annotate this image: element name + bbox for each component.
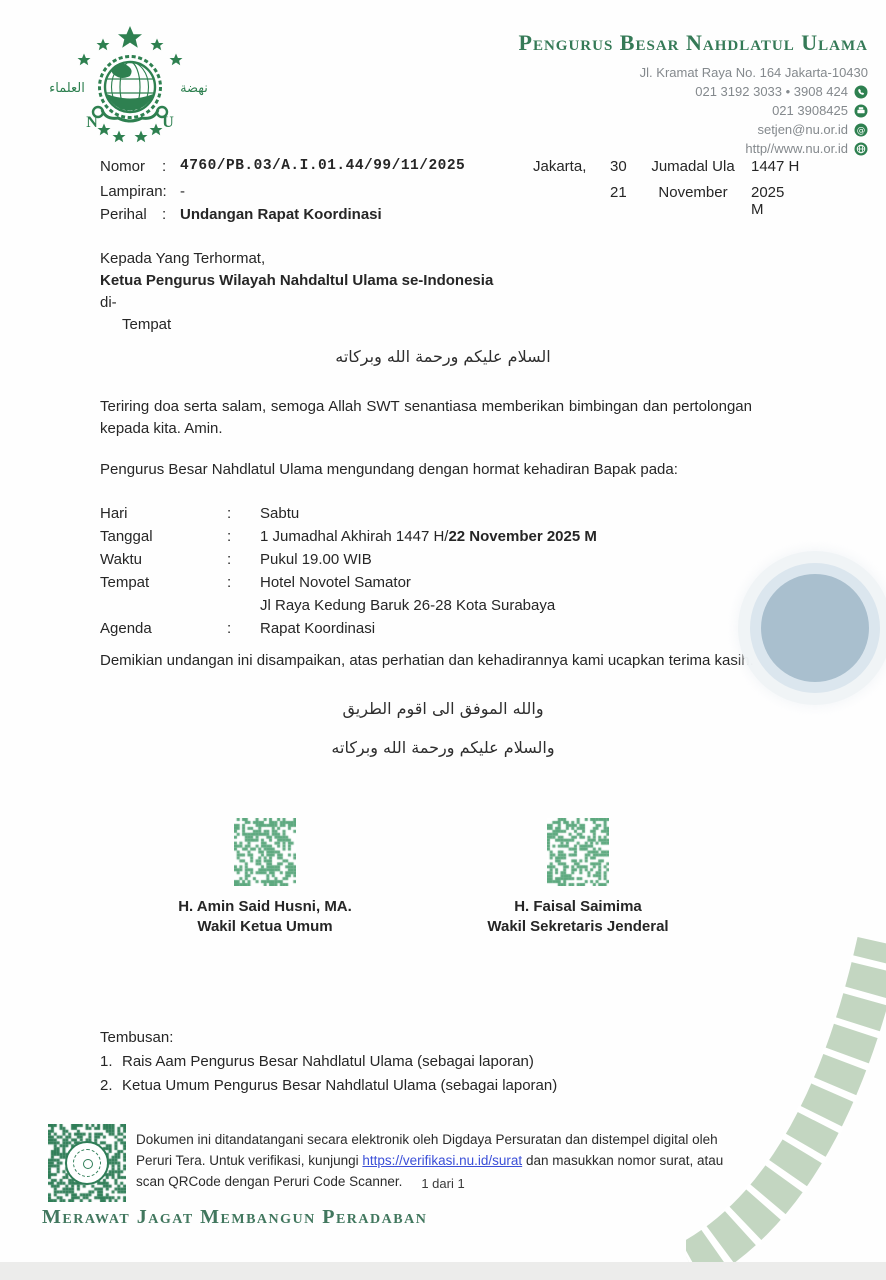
recipient-place: Tempat bbox=[122, 316, 172, 333]
hari-label: Hari bbox=[100, 505, 128, 522]
hari-colon: : bbox=[227, 505, 232, 522]
tanggal-hijri: 1 Jumadhal Akhirah 1447 H/ bbox=[260, 528, 449, 545]
tembusan-1-num: 1. bbox=[100, 1053, 113, 1070]
detail-row-hari bbox=[100, 502, 700, 525]
recipient-block bbox=[100, 248, 493, 336]
tempat-value: Hotel Novotel Samator bbox=[260, 574, 411, 591]
tempat-address: Jl Raya Kedung Baruk 26-28 Kota Surabaya bbox=[260, 597, 556, 614]
tembusan-block bbox=[100, 1026, 557, 1098]
phone-line bbox=[248, 82, 868, 101]
tanggal-label: Tanggal bbox=[100, 528, 153, 545]
nomor-label: Nomor bbox=[100, 158, 146, 175]
letter-meta bbox=[100, 156, 800, 236]
detail-row-agenda bbox=[100, 617, 700, 640]
fax-text: 021 3908425 bbox=[772, 103, 848, 118]
globe-icon bbox=[854, 142, 868, 156]
rope-watermark bbox=[686, 936, 886, 1270]
perihal-value: Undangan Rapat Koordinasi bbox=[180, 206, 382, 223]
paragraph-closing: Demikian undangan ini disampaikan, atas perhatian dan kehadirannya kami ucapkan terima kasih. bbox=[100, 652, 754, 669]
greg-day: 21 bbox=[610, 184, 627, 201]
camera-hole-sticker bbox=[761, 574, 869, 682]
tembusan-1-text: Rais Aam Pengurus Besar Nahdlatul Ulama (sebagai laporan) bbox=[122, 1053, 534, 1070]
address-text: Jl. Kramat Raya No. 164 Jakarta-10430 bbox=[639, 65, 868, 80]
perihal-label: Perihal bbox=[100, 206, 147, 223]
address-line bbox=[248, 63, 868, 82]
waktu-colon: : bbox=[227, 551, 232, 568]
tanggal-colon: : bbox=[227, 528, 232, 545]
email-line bbox=[248, 120, 868, 139]
website-text: http//www.nu.or.id bbox=[745, 141, 848, 156]
detail-row-tanggal bbox=[100, 525, 700, 548]
waktu-label: Waktu bbox=[100, 551, 142, 568]
globe-icon bbox=[93, 57, 167, 122]
paragraph-opening: Teriring doa serta salam, semoga Allah SWT senantiasa memberikan bimbingan dan pertolongan kepada kita. Amin. bbox=[100, 398, 752, 437]
signer-2-title: Wakil Sekretaris Jenderal bbox=[487, 918, 669, 935]
verify-post: dan masukkan nomor surat, atau scan QRCode dengan Peruri Code Scanner. bbox=[136, 1153, 724, 1189]
greg-year: 2025 M bbox=[751, 184, 785, 218]
motto: Merawat Jagat Membangun Peradaban bbox=[42, 1206, 428, 1228]
tembusan-2-text: Ketua Umum Pengurus Besar Nahdlatul Ulama (sebagai laporan) bbox=[122, 1077, 558, 1094]
tempat-label: Tempat bbox=[100, 574, 150, 591]
org-name: Pengurus Besar Nahdlatul Ulama bbox=[518, 30, 868, 55]
recipient-name: Ketua Pengurus Wilayah Nahdaltul Ulama se-Indonesia bbox=[100, 272, 494, 289]
recipient-salutation: Kepada Yang Terhormat, bbox=[100, 250, 266, 267]
hijri-day: 30 bbox=[610, 158, 627, 175]
greg-month: November bbox=[658, 184, 728, 201]
perihal-colon: : bbox=[162, 206, 167, 223]
svg-text:@: @ bbox=[856, 125, 866, 136]
tembusan-item-1 bbox=[100, 1050, 557, 1074]
nu-logo bbox=[40, 24, 220, 148]
fax-icon bbox=[854, 104, 868, 118]
agenda-colon: : bbox=[227, 620, 232, 637]
signer-1-name: H. Amin Said Husni, MA. bbox=[178, 898, 352, 915]
arabic-closing-2: والسلام عليكم ورحمة الله وبركاته bbox=[331, 738, 555, 757]
logo-letter-u: U bbox=[162, 114, 174, 131]
arabic-greeting: السلام عليكم ورحمة الله وبركاته bbox=[335, 347, 551, 366]
agenda-label: Agenda bbox=[100, 620, 152, 637]
verification-link[interactable]: https://verifikasi.nu.id/surat bbox=[362, 1153, 523, 1168]
signer-1-title: Wakil Ketua Umum bbox=[197, 918, 333, 935]
hari-value: Sabtu bbox=[260, 505, 300, 522]
tanggal-value bbox=[260, 525, 597, 548]
agenda-value: Rapat Koordinasi bbox=[260, 620, 376, 637]
logo-calligraphy-right: نهضة bbox=[180, 81, 208, 96]
at-icon bbox=[854, 123, 868, 137]
globe-land-shape bbox=[112, 63, 132, 78]
qr-signature-1 bbox=[234, 818, 296, 886]
lampiran-value: - bbox=[180, 183, 185, 200]
tembusan-item-2 bbox=[100, 1074, 557, 1098]
detail-row-tempat bbox=[100, 571, 700, 594]
city: Jakarta, bbox=[533, 158, 587, 175]
globe-south-shape bbox=[107, 94, 154, 110]
phone-text: 021 3192 3033 • 3908 424 bbox=[695, 84, 848, 99]
lampiran-label: Lampiran: bbox=[100, 183, 167, 200]
tembusan-label: Tembusan: bbox=[100, 1029, 174, 1046]
signature-block-2 bbox=[478, 818, 678, 935]
stamp-emblem-ring bbox=[73, 1149, 101, 1177]
tembusan-2-num: 2. bbox=[100, 1077, 113, 1094]
phone-icon bbox=[854, 85, 868, 99]
recipient-di: di- bbox=[100, 294, 117, 311]
signer-2-name: H. Faisal Saimima bbox=[514, 898, 642, 915]
hijri-month: Jumadal Ula bbox=[651, 158, 735, 175]
stamp-emblem-core bbox=[83, 1159, 93, 1169]
fax-line bbox=[248, 101, 868, 120]
logo-calligraphy-left: العلماء bbox=[49, 81, 85, 96]
nomor-colon: : bbox=[162, 158, 167, 175]
detail-row-waktu bbox=[100, 548, 700, 571]
tempat-colon: : bbox=[227, 574, 232, 591]
bottom-edge bbox=[0, 1262, 886, 1280]
email-text: setjen@nu.or.id bbox=[757, 122, 848, 137]
page-indicator: 1 dari 1 bbox=[421, 1176, 465, 1191]
meeting-details bbox=[100, 502, 700, 640]
signature-block-1 bbox=[165, 818, 365, 935]
nu-emblem-icon bbox=[40, 24, 220, 148]
arabic-closing-1: والله الموفق الى اقوم الطريق bbox=[342, 699, 544, 718]
hijri-year: 1447 H bbox=[751, 158, 800, 175]
tanggal-greg: 22 November 2025 M bbox=[448, 528, 597, 545]
logo-letter-n: N bbox=[86, 114, 98, 131]
verify-pre: Dokumen ini ditandatangani secara elektronik oleh Digdaya Persuratan dan distempel digital oleh Peruri Tera. Untuk verifikasi, kunjungi bbox=[136, 1132, 718, 1168]
nomor-value: 4760/PB.03/A.I.01.44/99/11/2025 bbox=[180, 158, 466, 174]
qr-signature-2 bbox=[547, 818, 609, 886]
letterhead bbox=[248, 30, 868, 158]
waktu-value: Pukul 19.00 WIB bbox=[260, 551, 372, 568]
paragraph-invitation: Pengurus Besar Nahdlatul Ulama mengundang dengan hormat kehadiran Bapak pada: bbox=[100, 461, 678, 478]
